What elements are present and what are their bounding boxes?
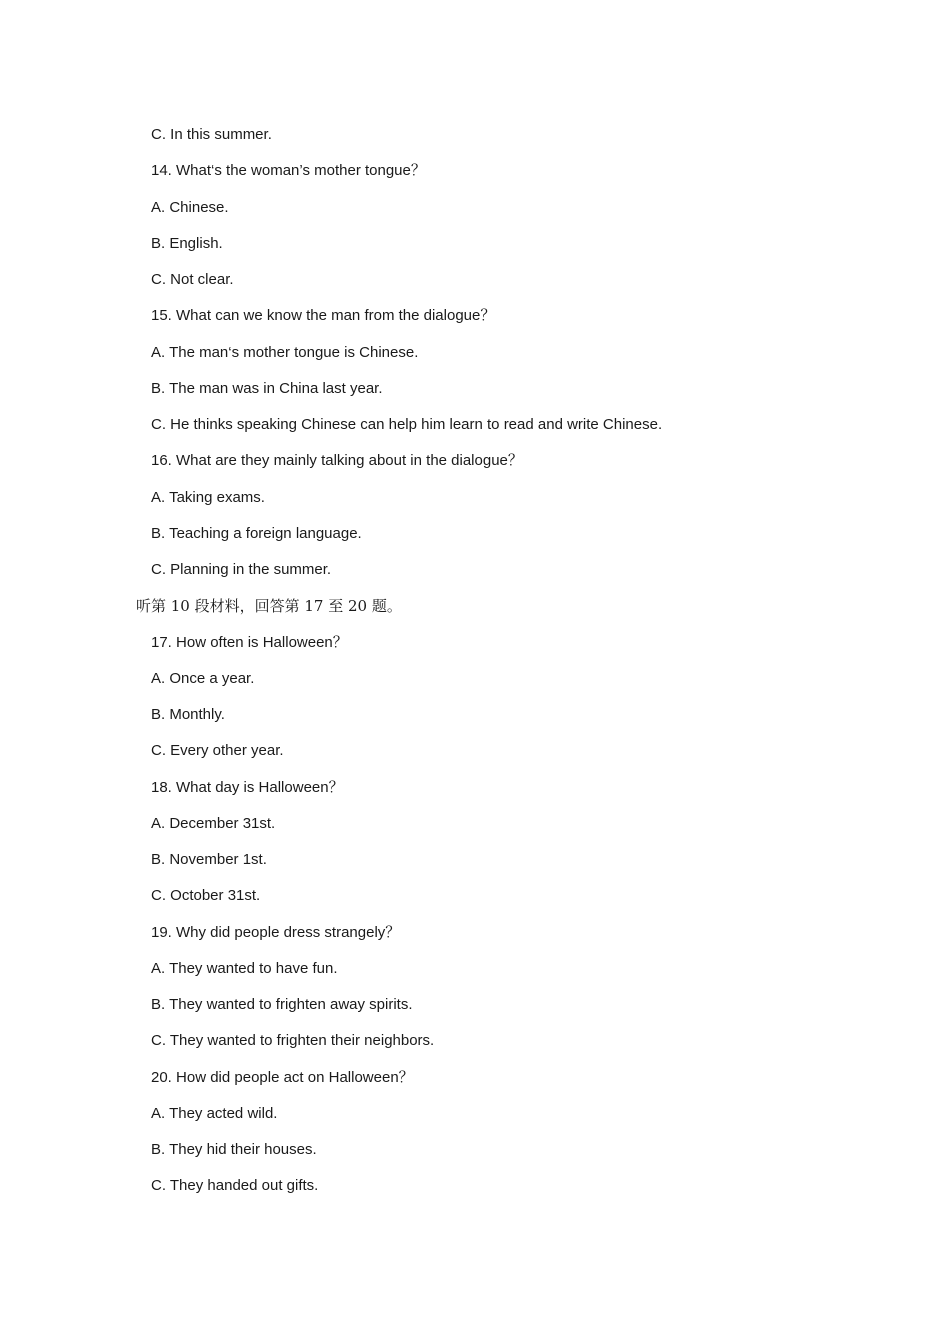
answer-option: C. He thinks speaking Chinese can help him learn to read and write Chinese. — [151, 416, 663, 433]
question-16: 16. What are they mainly talking about in the dialogue？ — [151, 452, 523, 470]
section-instruction: 听第 10 段材料，回答第 17 至 20 题。 — [136, 597, 402, 616]
answer-option: C. They wanted to frighten their neighbors. — [151, 1032, 435, 1050]
answer-option: C. October 31st. — [151, 887, 261, 905]
question-19: 19. Why did people dress strangely？ — [151, 923, 401, 941]
answer-option: B. They hid their houses. — [151, 1141, 317, 1158]
answer-option: C. Not clear. — [151, 271, 234, 288]
answer-option: A. The man‘s mother tongue is Chinese. — [151, 343, 419, 361]
document-body — [0, 122, 950, 1210]
answer-option: A. They acted wild. — [151, 1104, 278, 1122]
question-14: 14. What‘s the woman’s mother tongue？ — [151, 162, 426, 180]
answer-option: C. Planning in the summer. — [151, 561, 332, 578]
answer-option: A. Taking exams. — [151, 488, 265, 506]
answer-option: C. Every other year. — [151, 742, 284, 760]
answer-option: C. They handed out gifts. — [151, 1177, 319, 1195]
answer-option: A. Once a year. — [151, 669, 255, 687]
answer-option: A. They wanted to have fun. — [151, 959, 338, 977]
question-18: 18. What day is Halloween？ — [151, 778, 344, 796]
answer-option: B. The man was in China last year. — [151, 379, 383, 397]
answer-option: C. In this summer. — [151, 126, 272, 143]
answer-option: A. Chinese. — [151, 198, 229, 216]
answer-option: B. English. — [151, 234, 223, 252]
question-20: 20. How did people act on Halloween？ — [151, 1068, 414, 1086]
answer-option: B. Teaching a foreign language. — [151, 524, 362, 542]
question-17: 17. How often is Halloween？ — [151, 633, 348, 651]
answer-option: A. December 31st. — [151, 814, 276, 832]
question-15: 15. What can we know the man from the dialogue？ — [151, 307, 496, 325]
answer-option: B. They wanted to frighten away spirits. — [151, 996, 413, 1013]
answer-option: B. November 1st. — [151, 851, 267, 868]
answer-option: B. Monthly. — [151, 706, 225, 723]
